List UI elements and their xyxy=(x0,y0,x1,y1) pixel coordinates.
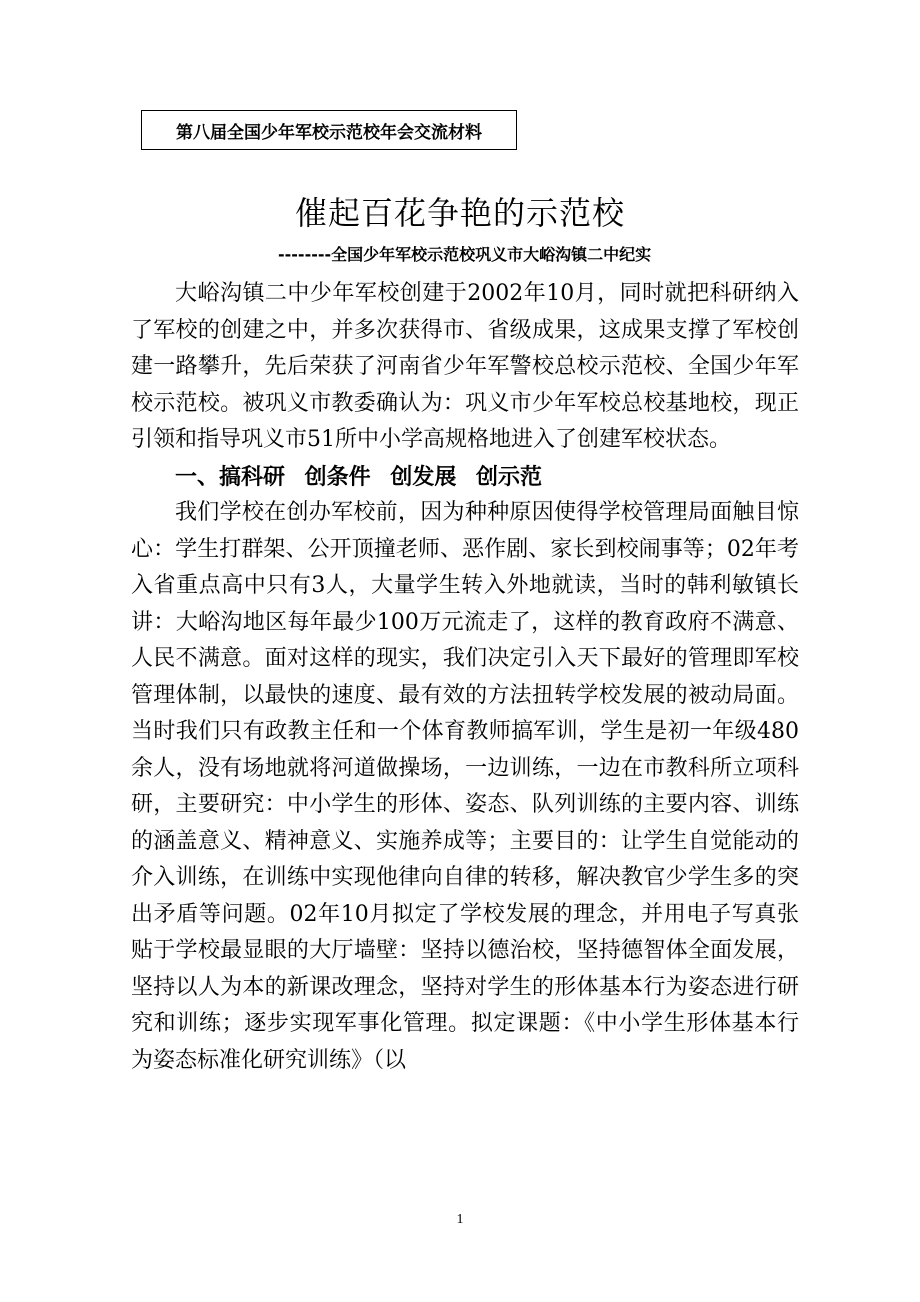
document-subtitle: --------全国少年军校示范校巩义市大峪沟镇二中纪实 xyxy=(278,245,652,264)
header-label-box xyxy=(141,110,517,150)
paragraph-section-1: 我们学校在创办军校前，因为种种原因使得学校管理局面触目惊心：学生打群架、公开顶撞老师、恶作剧、家长到校闹事等；02年考入省重点高中只有3人，大量学生转入外地就读，当时的韩利敏镇长讲：大峪沟地区每年最少100万元流走了，这样的教育政府不满意、人民不满意。面对这样的现实，我们决定引入天下最好的管理即军校管理体制，以最快的速度、最有效的方法扭转学校发展的被动局面。当时我们只有政教主任和一个体育教师搞军训，学生是初一年级480余人，没有场地就将河道做操场，一边训练，一边在市教科所立项科研，主要研究：中小学生的形体、姿态、队列训练的主要内容、训练的涵盖意义、精神意义、实施养成等；主要目的：让学生自觉能动的介入训练，在训练中实现他律向自律的转移，解决教官少学生多的突出矛盾等问题。02年10月拟定了学校发展的理念，并用电子写真张贴于学校最显眼的大厅墙壁：坚持以德治校，坚持德智体全面发展，坚持以人为本的新课改理念，坚持对学生的形体基本行为姿态进行研究和训练；逐步实现军事化管理。拟定课题：《中小学生形体基本行为姿态标准化研究训练》（以 xyxy=(131,500,799,1073)
document-body xyxy=(131,276,799,1079)
header-label: 第八届全国少年军校示范校年会交流材料 xyxy=(176,122,482,143)
document-title: 催起百花争艳的示范校 xyxy=(294,194,625,232)
section-heading: 一、搞科研 创条件 创发展 创示范 xyxy=(175,463,542,490)
paragraph-intro: 大峪沟镇二中少年军校创建于2002年10月，同时就把科研纳入了军校的创建之中，并多次获得市、省级成果，这成果支撑了军校创建一路攀升，先后荣获了河南省少年军警校总校示范校、全国少年军校示范校。被巩义市教委确认为：巩义市少年军校总校基地校，现正引领和指导巩义市51所中小学高规格地进入了创建军校状态。 xyxy=(131,281,799,452)
page-number: 1 xyxy=(456,1212,464,1227)
